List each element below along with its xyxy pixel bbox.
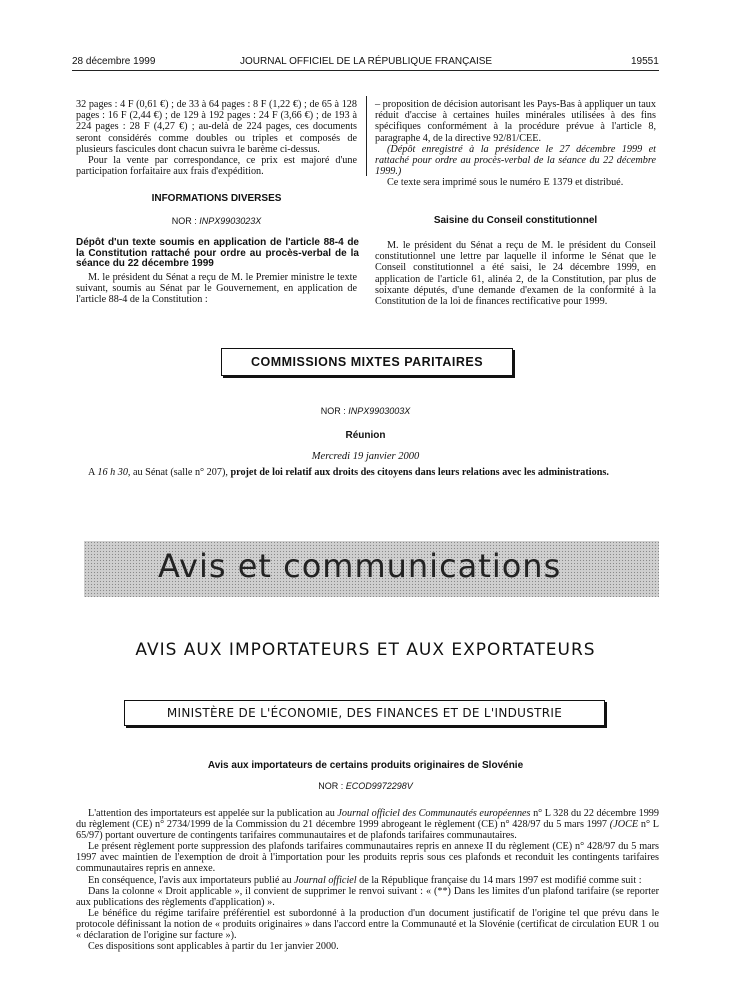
saisine-title: Saisine du Conseil constitutionnel	[433, 215, 598, 226]
banner-title: Avis et communications	[158, 547, 562, 585]
avis-p3-journal: Journal officiel	[294, 874, 357, 886]
nor-line	[76, 216, 357, 226]
column-divider	[366, 96, 367, 176]
section-title: INFORMATIONS DIVERSES	[151, 193, 282, 204]
header-title: JOURNAL OFFICIEL DE LA RÉPUBLIQUE FRANÇAISE	[240, 56, 493, 67]
header-date: 28 décembre 1999	[72, 56, 156, 67]
avis-nor-code: ECOD9972298V	[345, 781, 413, 791]
cmp-nor-label: NOR :	[320, 406, 346, 416]
depot-body	[76, 272, 357, 306]
nor-code: INPX9903023X	[199, 216, 262, 226]
cmp-time: 16 h 30	[97, 467, 128, 478]
mail-paragraph: Pour la vente par correspondance, ce prix est majoré d'une participation forfaitaire aux frais d'expédition.	[76, 155, 357, 178]
ministry-box: MINISTÈRE DE L'ÉCONOMIE, DES FINANCES ET DE L'INDUSTRIE	[124, 700, 605, 726]
saisine-body	[375, 240, 656, 307]
avis-p3-a: En conséquence, l'avis aux importateurs publié au	[88, 874, 292, 886]
price-paragraph: 32 pages : 4 F (0,61 €) ; de 33 à 64 pages : 8 F (1,22 €) ; de 65 à 128 pages : 16 F (2,44 €) ; de 129 à 192 pages : 24 F (3,66 €) ; de 193 à 224 pages : 28 F (4,27 €) ; au-delà de 224 pages, ces documents seront considérés comme doubles ou triples et composés de plusieurs fascicules dont chacun suivra le barème ci-dessus.	[76, 99, 357, 155]
avis-p2: Le présent règlement porte suppression des plafonds tarifaires communautaires repris en annexe II du règlement (CE) n° 428/97 du 5 mars 1997 avec maintien de l'exemption de droit à l'importation pour les produits repris sous ces plafonds et reconduit les contingents tarifaires communautaires repris en annexe.	[76, 841, 659, 875]
header-page-number: 19551	[631, 56, 659, 67]
avis-p6: Ces dispositions sont applicables à partir du 1er janvier 2000.	[88, 941, 339, 953]
left-column	[76, 99, 357, 177]
avis-nor-line	[72, 781, 659, 791]
avis-p4: Dans la colonne « Droit applicable », il convient de supprimer le renvoi suivant : « (**) Dans les limites d'un plafond tarifaire (se reporter aux publications des règlements d'application) ».	[76, 885, 659, 908]
avis-p5: Le bénéfice du régime tarifaire préférentiel est subordonné à la production d'un document justificatif de l'origine tel que prévu dans le protocole définissant la notion de « produits originaires » dans l'accord entre la Communauté et la Slovénie (certificat de circulation EUR 1 ou « déclaration de l'origine sur facture »).	[76, 907, 659, 942]
avis-p1-b: n° L 328 du 22 décembre 1999 du règlement (CE) n° 2734/1999 de la Commission du 21 décembre 1999 abrogeant le règlement (CE) n° 428/97 du 5 mars 1997	[76, 808, 659, 831]
avis-p1-journal: Journal officiel des Communautés européennes	[337, 808, 531, 819]
nor-label: NOR :	[171, 216, 197, 226]
header-rule	[72, 70, 659, 71]
cmp-box-title: COMMISSIONS MIXTES PARITAIRES	[221, 348, 513, 376]
avis-p3-b: de la République française du 14 mars 1997 est modifié comme suit :	[359, 874, 642, 886]
cmp-reunion: Réunion	[345, 430, 386, 441]
cmp-nor-code: INPX9903003X	[348, 406, 411, 416]
avis-title: Avis aux importateurs de certains produits originaires de Slovénie	[207, 760, 524, 771]
right-column	[375, 99, 656, 189]
cmp-object: projet de loi relatif aux droits des citoyens dans leurs relations avec les administrations.	[230, 467, 609, 478]
cmp-meeting-line	[88, 467, 659, 478]
avis-p1-a: L'attention des importateurs est appelée sur la publication au	[88, 808, 335, 819]
avis-p1	[76, 808, 659, 841]
avis-p3	[76, 875, 659, 886]
avis-p1-c: n° L 65/97) portant ouverture de contingents tarifaires communautaires et de plafonds tarifaires communautaires.	[76, 819, 660, 842]
cmp-place: , au Sénat (salle n° 207),	[127, 467, 228, 478]
depot-title: Dépôt d'un texte soumis en application de l'article 88-4 de la Constitution rattaché pour ordre au procès-verbal de la séance du 22 décembre 1999	[76, 237, 359, 269]
depot-note: (Dépôt enregistré à la présidence le 27 décembre 1999 et rattaché pour ordre au procès-verbal de la séance du 22 décembre 1999.)	[375, 143, 656, 178]
cmp-a: A	[88, 467, 95, 478]
avis-body	[76, 808, 659, 952]
print-note: Ce texte sera imprimé sous le numéro E 1379 et distribué.	[387, 177, 624, 189]
avis-nor-label: NOR :	[318, 781, 344, 791]
saisine-paragraph: M. le président du Sénat a reçu de M. le président du Conseil constitutionnel une lettre par laquelle il informe le Sénat que le Conseil constitutionnel a été saisi, le 24 décembre 1999, en application de l'article 61, alinéa 2, de la Constitution, par plus de soixante députés, d'une demande d'examen de la conformité à la Constitution de la loi de finances rectificative pour 1999.	[375, 240, 656, 308]
cmp-nor-line	[72, 406, 659, 416]
proposition-paragraph: – proposition de décision autorisant les Pays-Bas à appliquer un taux réduit d'accise à certaines huiles minérales utilisées à des fins spécifiques conformément à la procédure prévue à l'article 8, paragraphe 4, de la directive 92/81/CEE.	[375, 99, 656, 144]
cmp-date: Mercredi 19 janvier 2000	[311, 451, 420, 462]
importers-heading: AVIS AUX IMPORTATEURS ET AUX EXPORTATEURS	[135, 640, 596, 660]
avis-p1-joce: (JOCE	[609, 819, 639, 831]
depot-paragraph: M. le président du Sénat a reçu de M. le Premier ministre le texte suivant, soumis au Sénat par le Gouvernement, en application de l'article 88-4 de la Constitution :	[76, 272, 357, 306]
